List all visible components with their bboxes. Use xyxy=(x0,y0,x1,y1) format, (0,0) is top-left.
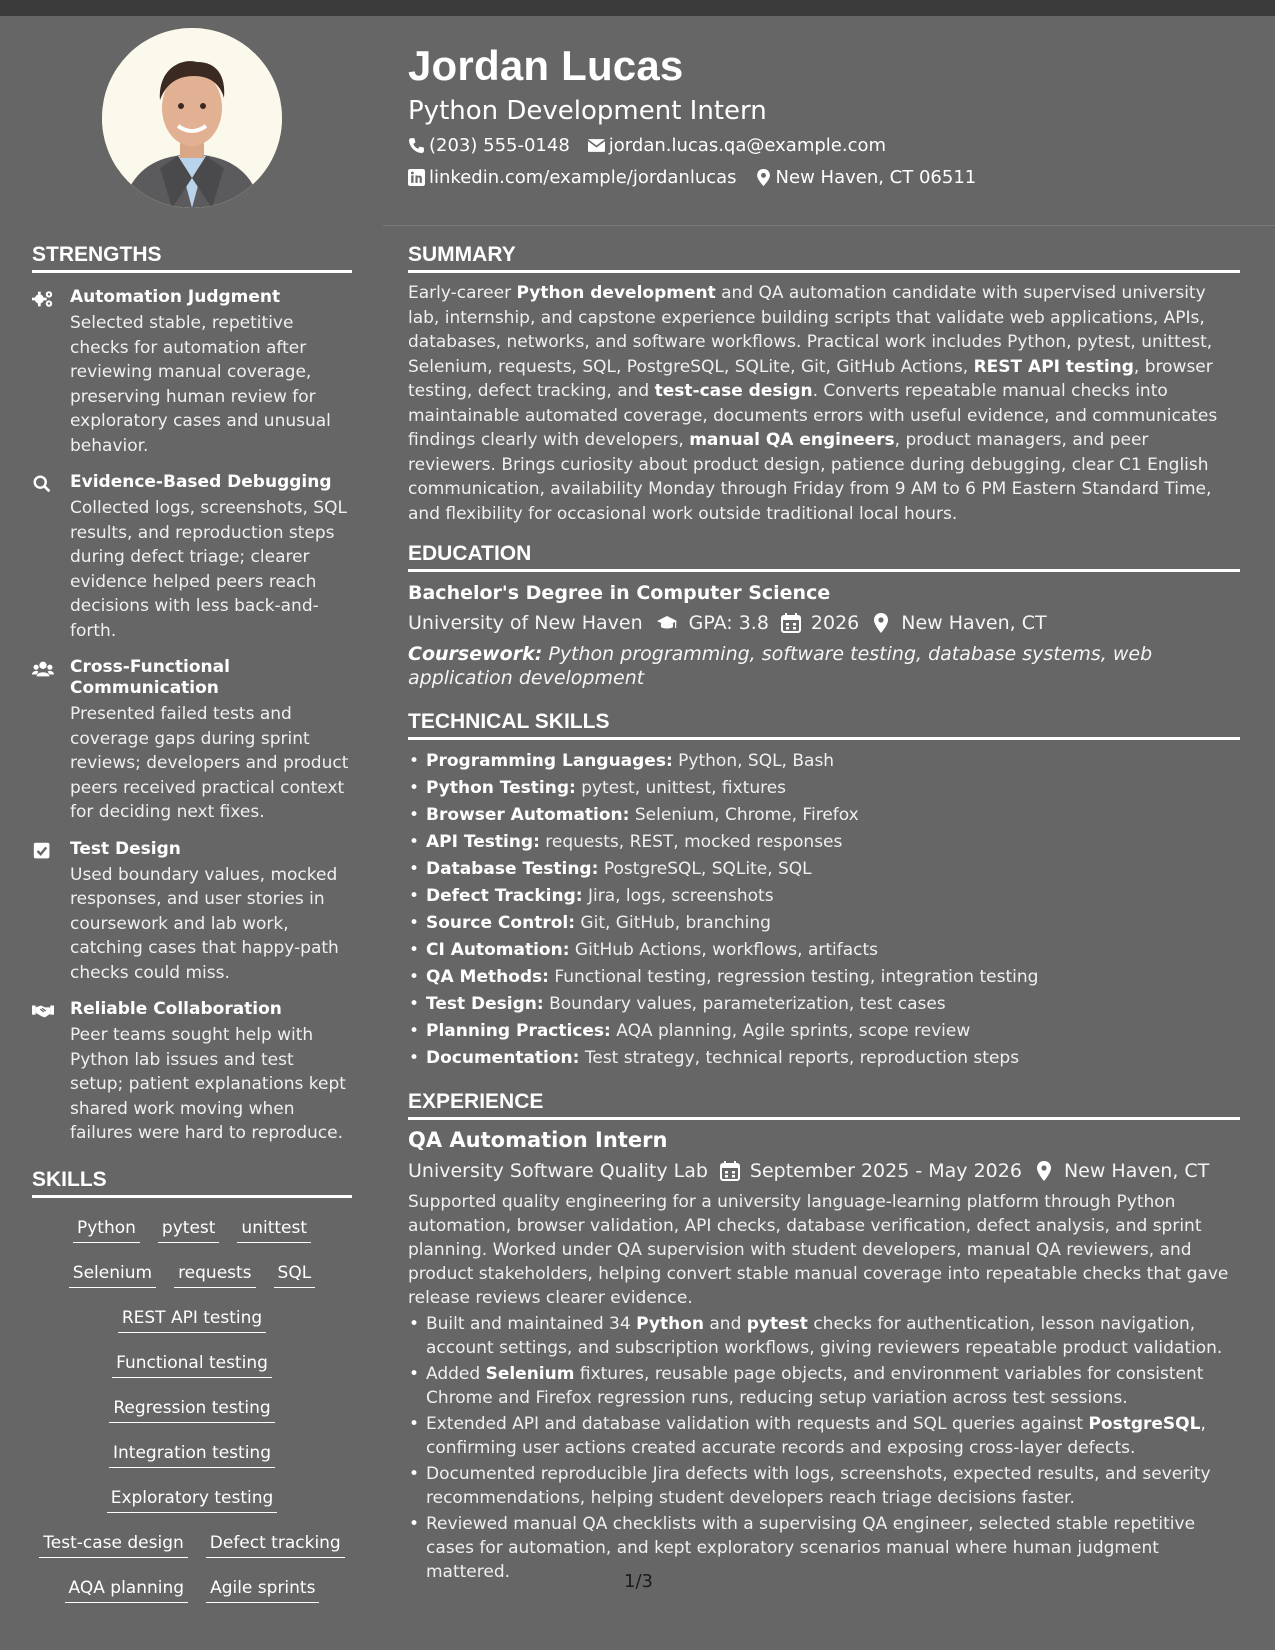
coursework-text: Python programming, software testing, database systems, web application development xyxy=(408,643,1153,689)
summary-text-part: and QA automation candidate with supervised university lab, internship, and capstone experience building scripts that validate web applications, APIs, databases, networks, and software workflows. Practical work includes Python, pytest, unittest, Selenium, requests, SQL, PostgreSQL, SQLite, Git, GitHub Actions, xyxy=(408,283,1213,377)
contact-row-1 xyxy=(408,135,886,156)
job-dates: September 2025 - May 2026 xyxy=(749,1160,1022,1182)
skill-chip: pytest xyxy=(158,1217,220,1243)
summary-text-bold: test-case design xyxy=(654,381,813,401)
strength-item xyxy=(32,657,352,825)
strength-desc: Used boundary values, mocked responses, and user stories in coursework and lab work, catching cases that happy-path checks could miss. xyxy=(70,864,339,983)
skill-chip: Python xyxy=(73,1217,140,1243)
skill-value: Test strategy, technical reports, reproduction steps xyxy=(584,1048,1020,1068)
profile-photo xyxy=(102,28,282,208)
list-item xyxy=(408,1018,1240,1045)
technical-skills-list xyxy=(408,748,1240,1072)
job-bullets xyxy=(408,1312,1240,1584)
skill-value: Boundary values, parameterization, test cases xyxy=(549,994,946,1014)
graduation-cap-icon xyxy=(655,613,679,633)
skill-value: AQA planning, Agile sprints, scope review xyxy=(616,1021,971,1041)
bullet-text-part: Added xyxy=(426,1364,486,1384)
list-item xyxy=(408,1462,1240,1510)
strength-item xyxy=(32,839,352,986)
skill-label: API Testing: xyxy=(426,832,540,852)
list-item xyxy=(408,829,1240,856)
list-item xyxy=(408,937,1240,964)
map-marker-icon xyxy=(755,169,772,186)
list-item xyxy=(408,1512,1240,1584)
list-item xyxy=(408,856,1240,883)
skills-heading: SKILLS xyxy=(32,1168,352,1198)
linkedin-link[interactable]: linkedin.com/example/jordanlucas xyxy=(429,167,737,188)
bullet-text-part: , confirming user actions created accurate records and exposing cross-layer defects. xyxy=(426,1414,1206,1458)
list-item xyxy=(408,991,1240,1018)
bullet-text-bold: pytest xyxy=(746,1314,808,1334)
coursework xyxy=(408,642,1240,690)
summary-text-part: Early-career xyxy=(408,283,517,303)
skill-chip: SQL xyxy=(274,1262,316,1288)
envelope-icon xyxy=(588,137,605,154)
page-number: 1/3 xyxy=(624,1571,653,1592)
skill-value: Jira, logs, screenshots xyxy=(587,886,774,906)
list-item xyxy=(408,964,1240,991)
job-description: Supported quality engineering for a university language-learning platform through Python automation, browser validation, API checks, database verification, defect analysis, and sprint planning. Worked under QA supervision with student developers, manual QA reviewers, and product stakeholders, helping convert stable manual coverage into repeatable checks that gave release reviews clearer evidence. xyxy=(408,1192,1229,1308)
strength-title: Automation Judgment xyxy=(70,287,281,307)
summary-text-bold: Python development xyxy=(516,283,716,303)
technical-skills-heading: TECHNICAL SKILLS xyxy=(408,710,1240,740)
map-marker-icon xyxy=(1034,1161,1054,1181)
skill-chip: AQA planning xyxy=(65,1577,189,1603)
skill-value: Python, SQL, Bash xyxy=(678,751,835,771)
job-title: QA Automation Intern xyxy=(408,1128,668,1152)
phone-icon xyxy=(408,137,425,154)
skill-chip: Exploratory testing xyxy=(107,1487,278,1513)
skill-label: Source Control: xyxy=(426,913,576,933)
skill-value: pytest, unittest, fixtures xyxy=(581,778,787,798)
summary-text-part: . Converts repeatable manual checks into maintainable automated coverage, documents errors with useful evidence, and communicates findings clearly with developers, xyxy=(408,381,1218,450)
skill-chip: Regression testing xyxy=(109,1397,274,1423)
list-item xyxy=(408,802,1240,829)
list-item xyxy=(408,748,1240,775)
skill-value: GitHub Actions, workflows, artifacts xyxy=(574,940,879,960)
summary-text xyxy=(408,281,1240,526)
list-item xyxy=(408,910,1240,937)
skill-value: PostgreSQL, SQLite, SQL xyxy=(603,859,812,879)
bullet-text-part: Built and maintained 34 xyxy=(426,1314,637,1334)
bullet-text-bold: Python xyxy=(636,1314,704,1334)
skill-chip: Test-case design xyxy=(39,1532,188,1558)
list-item xyxy=(408,1412,1240,1460)
bullet-text-part: checks for authentication, lesson navigation, account settings, and subscription workflows, giving reviewers repeatable product validation. xyxy=(426,1314,1223,1358)
skill-chip: Selenium xyxy=(69,1262,156,1288)
skill-chip: REST API testing xyxy=(118,1307,266,1333)
skill-chip: requests xyxy=(174,1262,255,1288)
summary-heading: SUMMARY xyxy=(408,243,1240,273)
bullet-text-bold: PostgreSQL xyxy=(1088,1414,1201,1434)
gears-icon xyxy=(32,287,56,458)
summary-text-bold: REST API testing xyxy=(973,356,1134,377)
strength-desc: Peer teams sought help with Python lab issues and test setup; patient explanations kept shared work moving when failures were hard to reproduce. xyxy=(70,1025,346,1143)
skill-label: Database Testing: xyxy=(426,859,599,879)
calendar-icon xyxy=(781,613,801,633)
experience-heading: EXPERIENCE xyxy=(408,1090,1240,1120)
skill-chip: Defect tracking xyxy=(206,1532,345,1558)
map-marker-icon xyxy=(871,613,891,633)
bullet-text-part: Documented reproducible Jira defects with logs, screenshots, expected results, and severity recommendations, helping student developers reach triage decisions faster. xyxy=(426,1464,1211,1508)
strength-desc: Collected logs, screenshots, SQL results, and reproduction steps during defect triage; clearer evidence helped peers reach decisions with less back-and-forth. xyxy=(70,498,347,641)
graduation-year: 2026 xyxy=(810,612,860,634)
checkbox-icon xyxy=(32,839,56,986)
calendar-icon xyxy=(720,1161,740,1181)
school-name: University of New Haven xyxy=(408,612,643,634)
linkedin-icon xyxy=(408,169,425,186)
skill-value: Git, GitHub, branching xyxy=(580,913,771,933)
education-location: New Haven, CT xyxy=(901,612,1047,634)
contact-row-2 xyxy=(408,167,976,188)
skill-value: requests, REST, mocked responses xyxy=(545,832,843,852)
skill-label: Browser Automation: xyxy=(426,805,630,825)
list-item xyxy=(408,1312,1240,1360)
skills-chips xyxy=(32,1217,352,1603)
strength-item xyxy=(32,287,352,458)
job-location: New Haven, CT xyxy=(1063,1160,1210,1182)
skill-value: Functional testing, regression testing, integration testing xyxy=(554,967,1039,987)
education-heading: EDUCATION xyxy=(408,542,1240,572)
skill-label: Planning Practices: xyxy=(426,1021,611,1041)
summary-text-bold: manual QA engineers xyxy=(689,430,895,450)
summary-text-part: , product managers, and peer reviewers. Brings curiosity about product design, patience during debugging, clear C1 English communication, availability Monday through Friday from 9 AM to 6 PM Eastern Standard Time, and flexibility for occasional work outside traditional local hours. xyxy=(408,430,1212,524)
users-icon xyxy=(32,657,56,825)
strength-item xyxy=(32,999,352,1146)
candidate-name: Jordan Lucas xyxy=(408,42,684,89)
strength-title: Cross-Functional Communication xyxy=(70,657,230,698)
handshake-icon xyxy=(32,999,56,1146)
education-meta xyxy=(408,612,1240,634)
skill-label: Documentation: xyxy=(426,1048,580,1068)
degree-title: Bachelor's Degree in Computer Science xyxy=(408,582,831,604)
skill-label: Defect Tracking: xyxy=(426,886,583,906)
search-icon xyxy=(32,472,56,643)
list-item xyxy=(408,1045,1240,1072)
skill-label: CI Automation: xyxy=(426,940,570,960)
strength-title: Reliable Collaboration xyxy=(70,999,282,1019)
phone-number: (203) 555-0148 xyxy=(429,135,570,156)
list-item xyxy=(408,775,1240,802)
coursework-label: Coursework: xyxy=(408,643,543,665)
company-name: University Software Quality Lab xyxy=(408,1160,708,1182)
strengths-heading: STRENGTHS xyxy=(32,243,352,273)
bullet-text-bold: Selenium xyxy=(485,1364,575,1384)
summary-text-part: , browser testing, defect tracking, and xyxy=(408,356,1213,401)
top-bar xyxy=(0,0,1275,16)
bullet-text-part: fixtures, reusable page objects, and environment variables for consistent Chrome and Firefox regression runs, reducing setup variation across test sessions. xyxy=(426,1364,1204,1408)
email-link[interactable]: jordan.lucas.qa@example.com xyxy=(608,135,887,156)
skill-label: QA Methods: xyxy=(426,967,549,987)
bullet-text-part: and xyxy=(703,1314,747,1334)
skill-chip: Functional testing xyxy=(112,1352,272,1378)
header-divider xyxy=(383,225,1275,226)
avatar xyxy=(102,28,282,208)
job-target-title: Python Development Intern xyxy=(408,96,767,126)
skill-chip: Integration testing xyxy=(109,1442,275,1468)
strength-title: Evidence-Based Debugging xyxy=(70,472,332,492)
strength-desc: Presented failed tests and coverage gaps during sprint reviews; developers and product peers received practical context for deciding next fixes. xyxy=(70,704,349,822)
job-meta xyxy=(408,1160,1240,1182)
bullet-text-part: Extended API and database validation with requests and SQL queries against xyxy=(426,1414,1089,1434)
skill-value: Selenium, Chrome, Firefox xyxy=(634,805,859,825)
list-item xyxy=(408,883,1240,910)
gpa-text: GPA: 3.8 xyxy=(688,612,769,634)
bullet-text-part: Reviewed manual QA checklists with a supervising QA engineer, selected stable repetitive cases for automation, and kept exploratory scenarios manual where human judgment mattered. xyxy=(426,1514,1196,1582)
skill-label: Programming Languages: xyxy=(426,751,673,771)
strength-desc: Selected stable, repetitive checks for automation after reviewing manual coverage, preserving human review for exploratory cases and unusual behavior. xyxy=(70,313,331,456)
location-text: New Haven, CT 06511 xyxy=(775,167,977,188)
skill-label: Test Design: xyxy=(426,994,544,1014)
list-item xyxy=(408,1362,1240,1410)
skill-label: Python Testing: xyxy=(426,778,576,798)
strength-title: Test Design xyxy=(70,838,181,859)
skill-chip: unittest xyxy=(237,1217,311,1243)
strength-item xyxy=(32,472,352,643)
skill-chip: Agile sprints xyxy=(206,1577,319,1603)
